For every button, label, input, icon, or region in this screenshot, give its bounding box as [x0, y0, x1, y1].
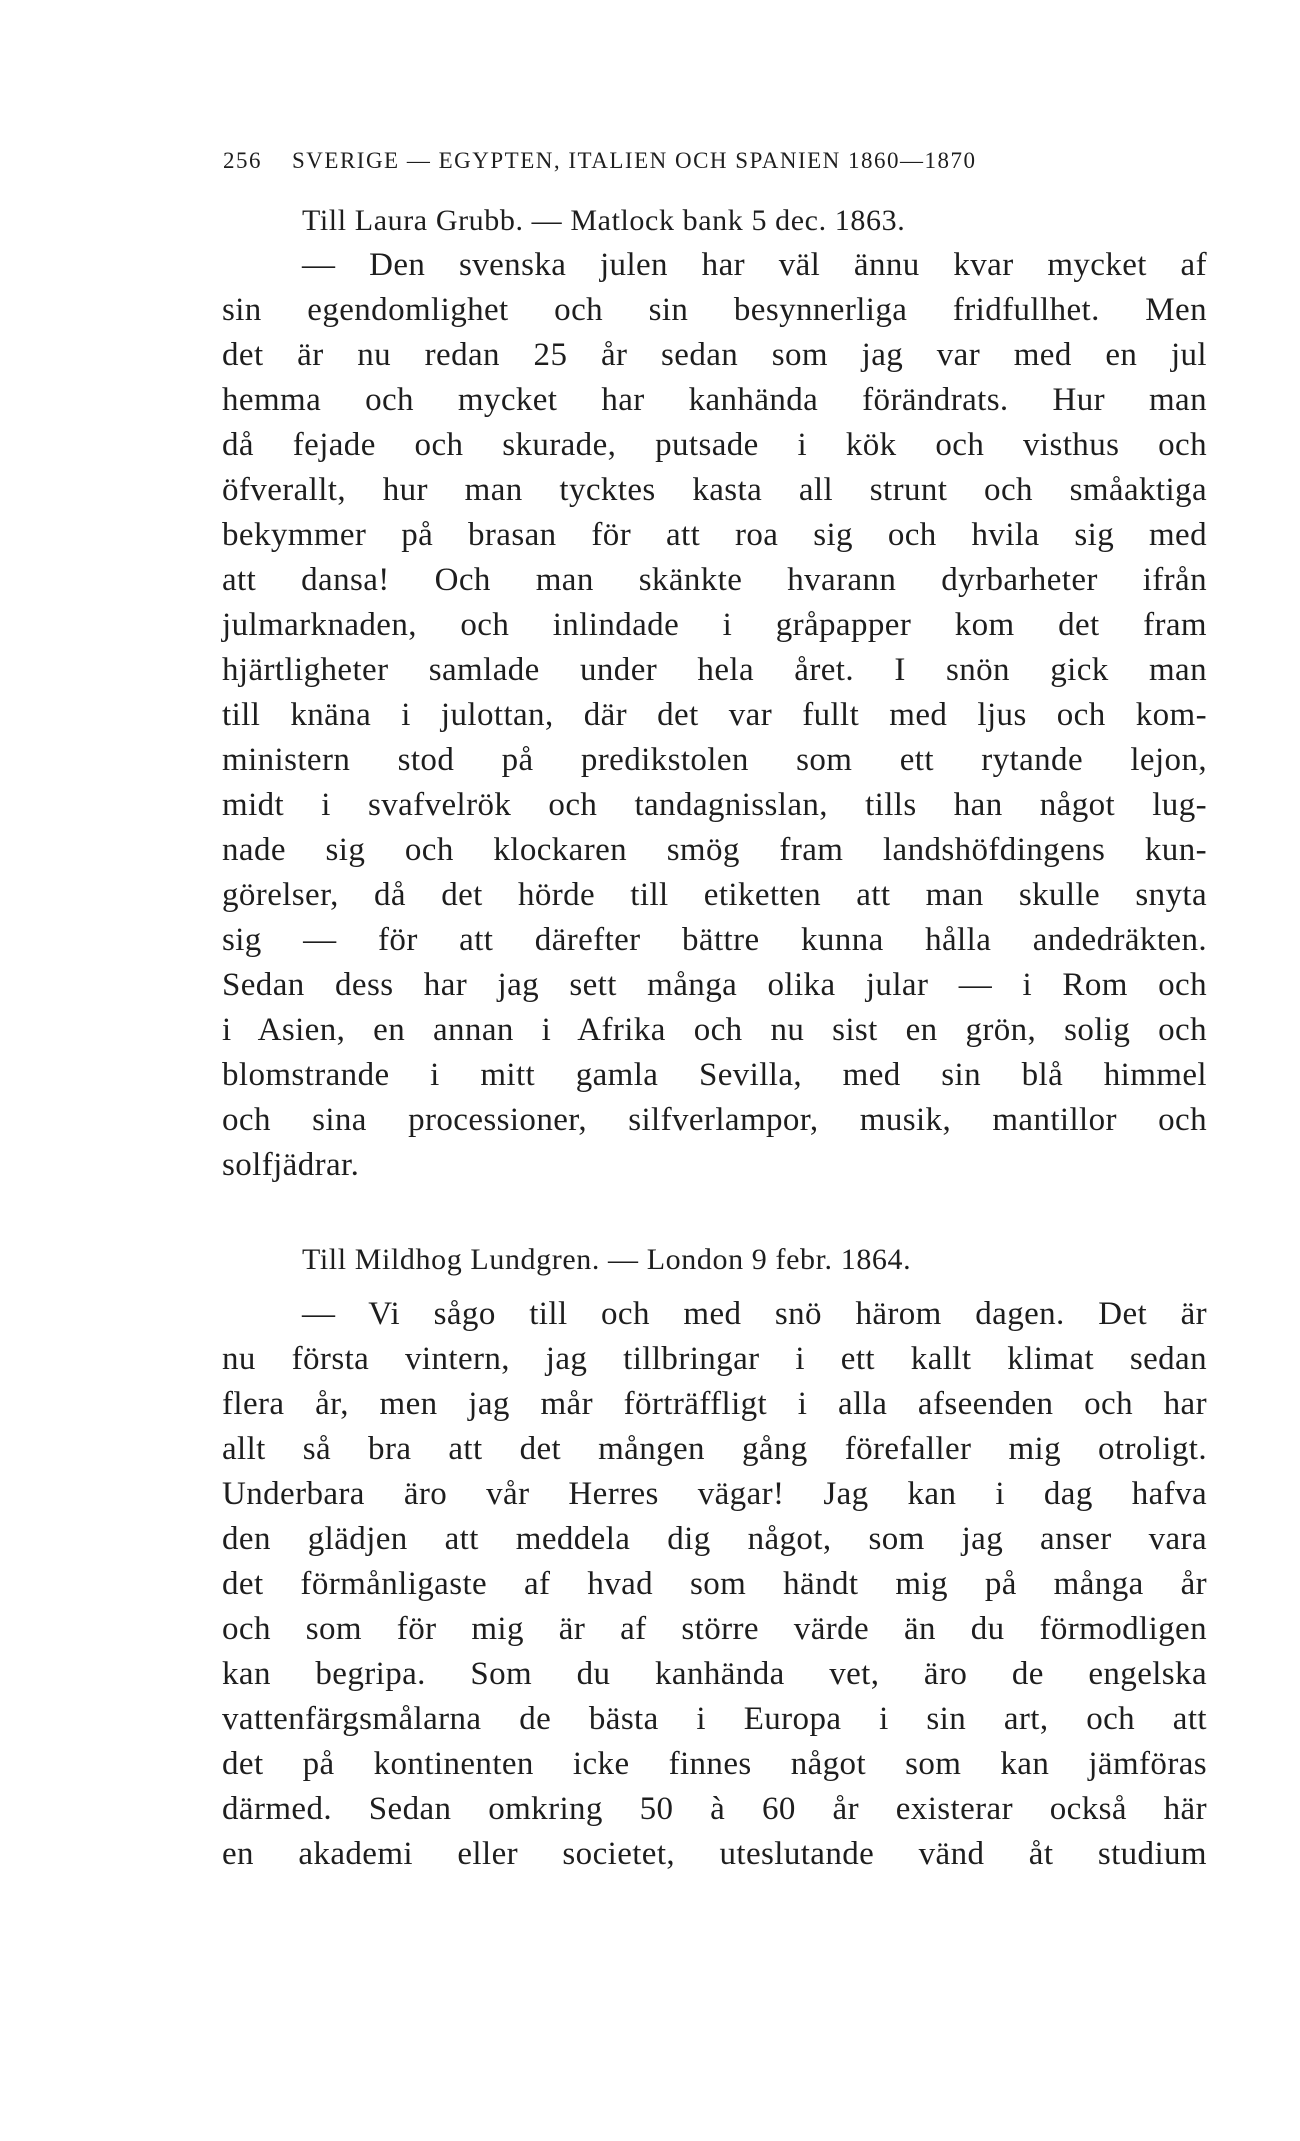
text-line: sin egendomlighet och sin besynnerliga fridfullhet. Men — [222, 292, 1207, 328]
text-line: det är nu redan 25 år sedan som jag var med en jul — [222, 337, 1207, 373]
text-line: därmed. Sedan omkring 50 à 60 år existerar också här — [222, 1791, 1207, 1827]
text-line: — Vi sågo till och med snö härom dagen. Det är — [302, 1296, 1207, 1332]
letter-laura-grubb — [222, 198, 1207, 1188]
text-line: Underbara äro vår Herres vägar! Jag kan i dag hafva — [222, 1476, 1207, 1512]
text-line: sig — för att därefter bättre kunna hålla andedräkten. — [222, 922, 1207, 958]
text-line: kan begripa. Som du kanhända vet, äro de engelska — [222, 1656, 1207, 1692]
text-line: den glädjen att meddela dig något, som jag anser vara — [222, 1521, 1207, 1557]
text-line: görelser, då det hörde till etiketten att man skulle snyta — [222, 877, 1207, 913]
running-title: SVERIGE — EGYPTEN, ITALIEN OCH SPANIEN 1860—1870 — [292, 148, 977, 173]
text-line: vattenfärgsmålarna de bästa i Europa i sin art, och att — [222, 1701, 1207, 1737]
text-line: och som för mig är af större värde än du förmodligen — [222, 1611, 1207, 1647]
text-line: och sina processioner, silfverlampor, musik, mantillor och — [222, 1102, 1207, 1138]
text-line: flera år, men jag mår förträffligt i alla afseenden och har — [222, 1386, 1207, 1422]
text-line: nade sig och klockaren smög fram landshöfdingens kun- — [222, 832, 1207, 868]
text-line: allt så bra att det mången gång förefaller mig otroligt. — [222, 1431, 1207, 1467]
text-line: det på kontinenten icke finnes något som kan jämföras — [222, 1746, 1207, 1782]
text-line: ministern stod på predikstolen som ett rytande lejon, — [222, 742, 1207, 778]
text-line: till knäna i julottan, där det var fullt med ljus och kom- — [222, 697, 1207, 733]
letter-heading: Till Laura Grubb. — Matlock bank 5 dec. 1863. — [302, 204, 906, 237]
text-line: då fejade och skurade, putsade i kök och visthus och — [222, 427, 1207, 463]
text-line: en akademi eller societet, uteslutande vänd åt studium — [222, 1836, 1207, 1872]
letter-mildhog-lundgren — [222, 1237, 1207, 1877]
text-line: blomstrande i mitt gamla Sevilla, med sin blå himmel — [222, 1057, 1207, 1093]
text-line: — Den svenska julen har väl ännu kvar mycket af — [302, 247, 1207, 283]
text-line: solfjädrar. — [222, 1147, 360, 1183]
text-line: öfverallt, hur man tycktes kasta all strunt och småaktiga — [222, 472, 1207, 508]
text-line: hjärtligheter samlade under hela året. I snön gick man — [222, 652, 1207, 688]
text-line: i Asien, en annan i Afrika och nu sist en grön, solig och — [222, 1012, 1207, 1048]
running-header — [223, 148, 1153, 174]
text-line: nu första vintern, jag tillbringar i ett kallt klimat sedan — [222, 1341, 1207, 1377]
text-line: att dansa! Och man skänkte hvarann dyrbarheter ifrån — [222, 562, 1207, 598]
text-line: hemma och mycket har kanhända förändrats. Hur man — [222, 382, 1207, 418]
letter-heading: Till Mildhog Lundgren. — London 9 febr. 1864. — [302, 1243, 912, 1276]
text-line: Sedan dess har jag sett många olika jular — i Rom och — [222, 967, 1207, 1003]
text-line: bekymmer på brasan för att roa sig och hvila sig med — [222, 517, 1207, 553]
text-line: det förmånligaste af hvad som händt mig på många år — [222, 1566, 1207, 1602]
page-number: 256 — [223, 148, 262, 173]
text-line: midt i svafvelrök och tandagnisslan, tills han något lug- — [222, 787, 1207, 823]
text-line: julmarknaden, och inlindade i gråpapper kom det fram — [222, 607, 1207, 643]
